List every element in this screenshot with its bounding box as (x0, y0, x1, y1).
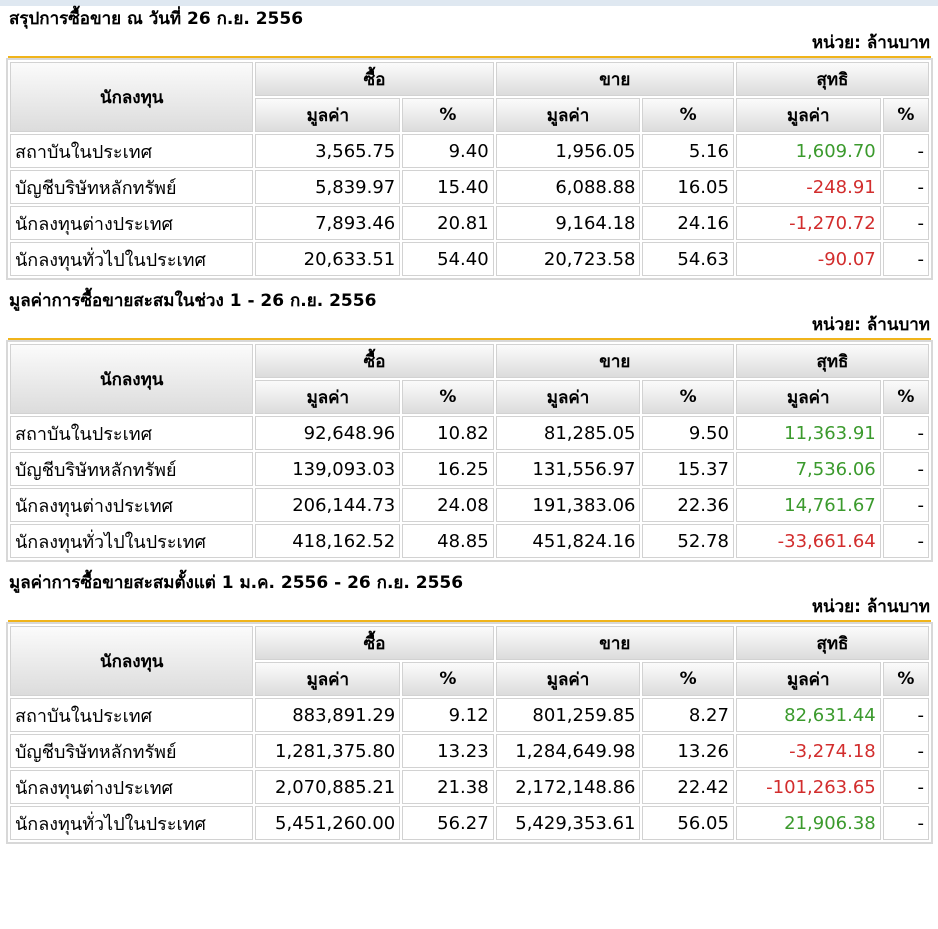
sell-value: 81,285.05 (496, 416, 641, 450)
section-title: มูลค่าการซื้อขายสะสมในช่วง 1 - 26 ก.ย. 2556 (9, 291, 377, 311)
sell-pct: 24.16 (642, 206, 733, 240)
trading-table (8, 60, 931, 278)
investor-label: บัญชีบริษัทหลักทรัพย์ (10, 170, 253, 204)
table-row (10, 698, 929, 732)
net-value: 14,761.67 (736, 488, 881, 522)
header-net: สุทธิ (736, 626, 929, 660)
net-value: -3,274.18 (736, 734, 881, 768)
sell-pct: 56.05 (642, 806, 733, 840)
table-row (10, 170, 929, 204)
net-value: -33,661.64 (736, 524, 881, 558)
buy-pct: 15.40 (402, 170, 493, 204)
sell-value: 6,088.88 (496, 170, 641, 204)
net-pct: - (883, 242, 929, 276)
investor-label: นักลงทุนต่างประเทศ (10, 770, 253, 804)
sell-value: 1,284,649.98 (496, 734, 641, 768)
buy-pct: 9.12 (402, 698, 493, 732)
header-buy-pct: % (402, 662, 493, 696)
header-sell-value: มูลค่า (496, 380, 641, 414)
buy-value: 20,633.51 (255, 242, 400, 276)
table-row (10, 416, 929, 450)
sell-pct: 22.42 (642, 770, 733, 804)
sell-pct: 8.27 (642, 698, 733, 732)
investor-label: บัญชีบริษัทหลักทรัพย์ (10, 734, 253, 768)
header-net-pct: % (883, 662, 929, 696)
buy-pct: 48.85 (402, 524, 493, 558)
net-pct: - (883, 170, 929, 204)
section-title: สรุปการซื้อขาย ณ วันที่ 26 ก.ย. 2556 (9, 9, 304, 29)
report-section-3 (0, 572, 938, 842)
buy-value: 2,070,885.21 (255, 770, 400, 804)
header-sell-pct: % (642, 98, 733, 132)
top-strip (0, 0, 938, 6)
header-sell-pct: % (642, 662, 733, 696)
sell-value: 9,164.18 (496, 206, 641, 240)
investor-label: นักลงทุนทั่วไปในประเทศ (10, 806, 253, 840)
buy-value: 5,451,260.00 (255, 806, 400, 840)
investor-label: บัญชีบริษัทหลักทรัพย์ (10, 452, 253, 486)
header-sell: ขาย (496, 344, 734, 378)
sell-value: 451,824.16 (496, 524, 641, 558)
net-pct: - (883, 452, 929, 486)
table-row (10, 734, 929, 768)
net-value: -1,270.72 (736, 206, 881, 240)
header-buy-value: มูลค่า (255, 380, 400, 414)
sell-value: 131,556.97 (496, 452, 641, 486)
header-net-pct: % (883, 98, 929, 132)
unit-label: หน่วย: ล้านบาท (811, 33, 930, 53)
header-sell: ขาย (496, 62, 734, 96)
sell-value: 2,172,148.86 (496, 770, 641, 804)
trading-table (8, 624, 931, 842)
table-row (10, 770, 929, 804)
net-value: 82,631.44 (736, 698, 881, 732)
header-buy: ซื้อ (255, 626, 493, 660)
header-buy: ซื้อ (255, 62, 493, 96)
header-net-value: มูลค่า (736, 98, 881, 132)
trading-table (8, 342, 931, 560)
buy-pct: 9.40 (402, 134, 493, 168)
investor-label: นักลงทุนทั่วไปในประเทศ (10, 524, 253, 558)
report-section-2 (0, 290, 938, 560)
investor-label: นักลงทุนต่างประเทศ (10, 488, 253, 522)
buy-pct: 13.23 (402, 734, 493, 768)
sell-pct: 16.05 (642, 170, 733, 204)
sell-pct: 22.36 (642, 488, 733, 522)
section-title: มูลค่าการซื้อขายสะสมตั้งแต่ 1 ม.ค. 2556 - 26 ก.ย. 2556 (9, 573, 464, 593)
header-net: สุทธิ (736, 62, 929, 96)
sell-pct: 52.78 (642, 524, 733, 558)
table-row (10, 242, 929, 276)
report (0, 8, 938, 842)
buy-value: 418,162.52 (255, 524, 400, 558)
net-value: -90.07 (736, 242, 881, 276)
sell-pct: 5.16 (642, 134, 733, 168)
header-buy-value: มูลค่า (255, 662, 400, 696)
sell-value: 5,429,353.61 (496, 806, 641, 840)
table-row (10, 134, 929, 168)
net-value: 7,536.06 (736, 452, 881, 486)
table-row (10, 206, 929, 240)
report-section-1 (0, 8, 938, 278)
buy-value: 883,891.29 (255, 698, 400, 732)
net-pct: - (883, 698, 929, 732)
buy-pct: 24.08 (402, 488, 493, 522)
table-row (10, 524, 929, 558)
header-net-value: มูลค่า (736, 380, 881, 414)
header-buy-pct: % (402, 380, 493, 414)
buy-value: 5,839.97 (255, 170, 400, 204)
table-row (10, 452, 929, 486)
header-sell-value: มูลค่า (496, 662, 641, 696)
investor-label: สถาบันในประเทศ (10, 134, 253, 168)
investor-label: สถาบันในประเทศ (10, 416, 253, 450)
sell-pct: 54.63 (642, 242, 733, 276)
header-investor: นักลงทุน (10, 62, 253, 132)
buy-pct: 10.82 (402, 416, 493, 450)
header-net-pct: % (883, 380, 929, 414)
buy-value: 3,565.75 (255, 134, 400, 168)
net-pct: - (883, 734, 929, 768)
header-investor: นักลงทุน (10, 344, 253, 414)
sell-value: 191,383.06 (496, 488, 641, 522)
sell-pct: 13.26 (642, 734, 733, 768)
buy-value: 92,648.96 (255, 416, 400, 450)
net-value: 21,906.38 (736, 806, 881, 840)
buy-value: 139,093.03 (255, 452, 400, 486)
net-value: 11,363.91 (736, 416, 881, 450)
net-pct: - (883, 488, 929, 522)
header-sell-value: มูลค่า (496, 98, 641, 132)
sell-value: 801,259.85 (496, 698, 641, 732)
header-buy: ซื้อ (255, 344, 493, 378)
net-value: 1,609.70 (736, 134, 881, 168)
header-buy-pct: % (402, 98, 493, 132)
net-pct: - (883, 770, 929, 804)
net-pct: - (883, 206, 929, 240)
sell-value: 20,723.58 (496, 242, 641, 276)
investor-label: นักลงทุนต่างประเทศ (10, 206, 253, 240)
header-sell-pct: % (642, 380, 733, 414)
table-row (10, 806, 929, 840)
buy-pct: 56.27 (402, 806, 493, 840)
buy-pct: 16.25 (402, 452, 493, 486)
header-net: สุทธิ (736, 344, 929, 378)
header-net-value: มูลค่า (736, 662, 881, 696)
header-sell: ขาย (496, 626, 734, 660)
net-value: -248.91 (736, 170, 881, 204)
header-buy-value: มูลค่า (255, 98, 400, 132)
net-pct: - (883, 806, 929, 840)
investor-label: นักลงทุนทั่วไปในประเทศ (10, 242, 253, 276)
net-pct: - (883, 524, 929, 558)
buy-value: 7,893.46 (255, 206, 400, 240)
buy-pct: 54.40 (402, 242, 493, 276)
sell-pct: 9.50 (642, 416, 733, 450)
buy-value: 206,144.73 (255, 488, 400, 522)
net-pct: - (883, 134, 929, 168)
buy-pct: 21.38 (402, 770, 493, 804)
investor-label: สถาบันในประเทศ (10, 698, 253, 732)
unit-label: หน่วย: ล้านบาท (811, 315, 930, 335)
table-row (10, 488, 929, 522)
buy-value: 1,281,375.80 (255, 734, 400, 768)
buy-pct: 20.81 (402, 206, 493, 240)
net-value: -101,263.65 (736, 770, 881, 804)
sell-value: 1,956.05 (496, 134, 641, 168)
unit-label: หน่วย: ล้านบาท (811, 597, 930, 617)
header-investor: นักลงทุน (10, 626, 253, 696)
net-pct: - (883, 416, 929, 450)
sell-pct: 15.37 (642, 452, 733, 486)
